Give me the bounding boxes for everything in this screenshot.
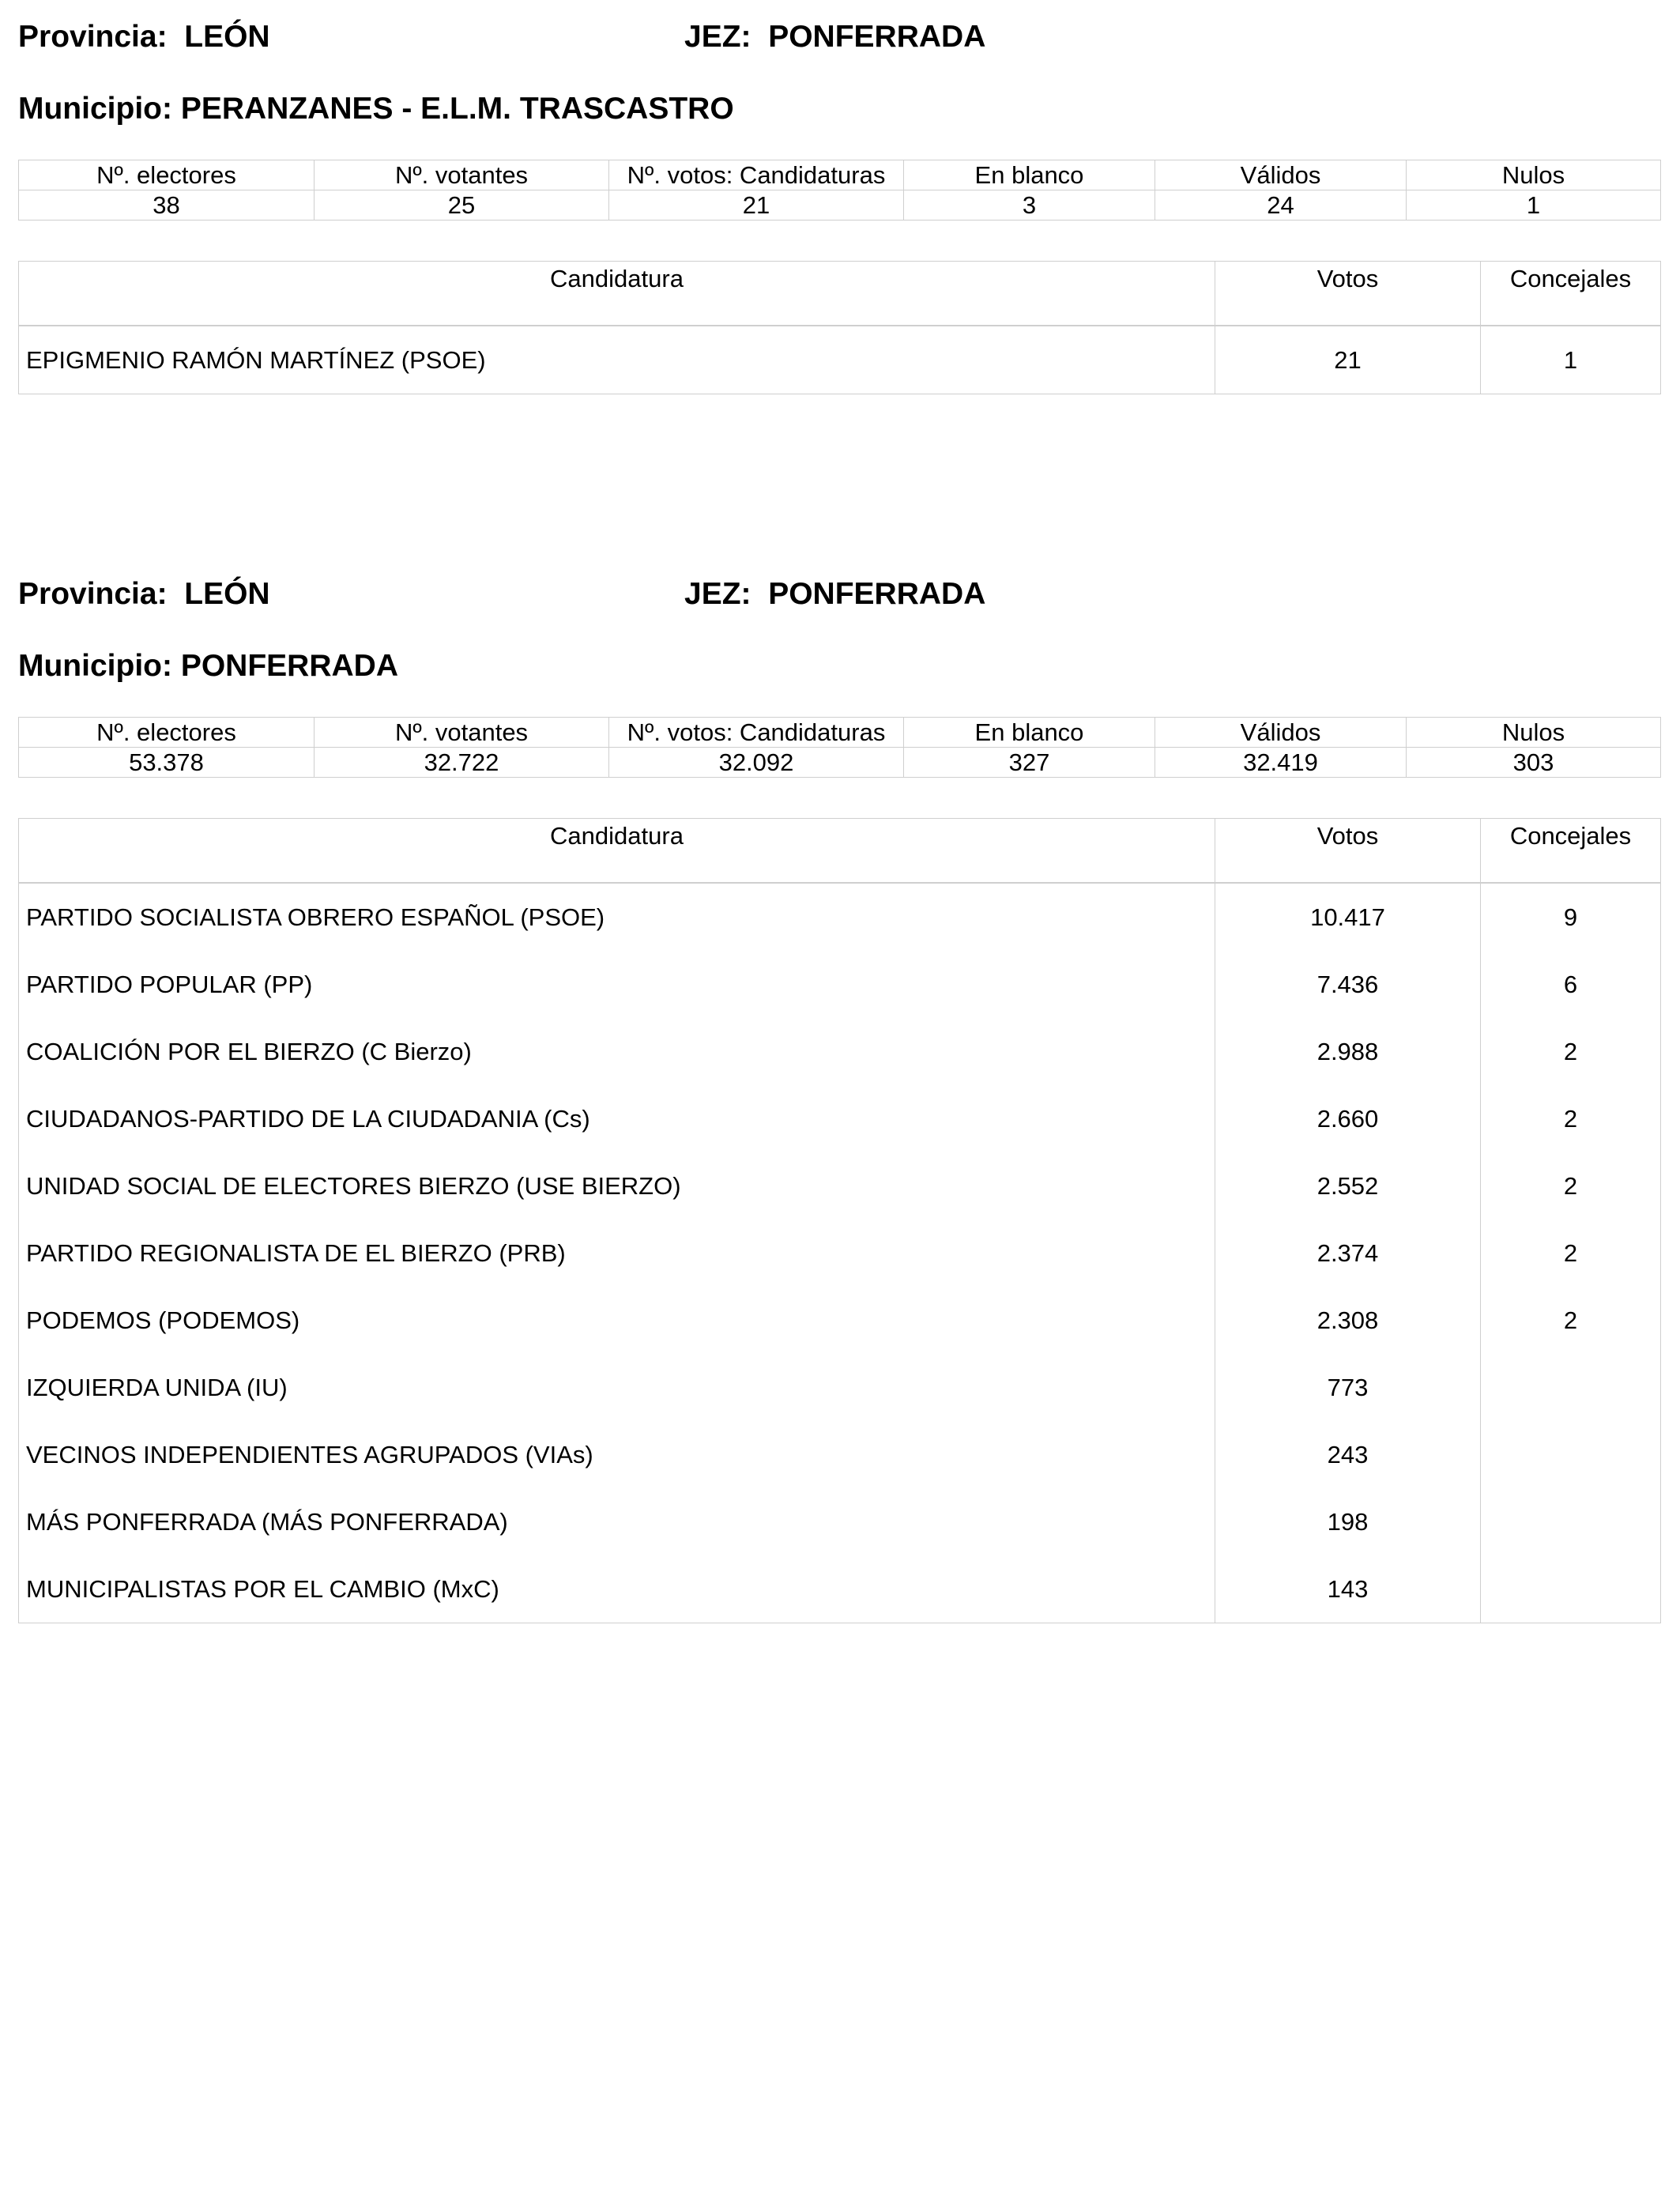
stats-value-cell: 1 <box>1407 190 1661 221</box>
table-row <box>19 1152 1661 1220</box>
column-header-candidatura: Candidatura <box>19 262 1215 326</box>
table-row <box>19 1488 1661 1555</box>
stats-value-cell: 25 <box>315 190 609 221</box>
column-header-votos: Votos <box>1215 262 1481 326</box>
candidates-table <box>18 261 1661 394</box>
candidate-votes: 2.552 <box>1215 1152 1481 1220</box>
candidate-name: IZQUIERDA UNIDA (IU) <box>19 1354 1215 1421</box>
candidate-seats <box>1481 1421 1661 1488</box>
provincia-label: Provincia: <box>18 577 168 611</box>
candidate-votes: 773 <box>1215 1354 1481 1421</box>
candidate-seats: 1 <box>1481 326 1661 394</box>
candidate-seats <box>1481 1488 1661 1555</box>
column-header-votos: Votos <box>1215 819 1481 883</box>
candidate-name: UNIDAD SOCIAL DE ELECTORES BIERZO (USE BIERZO) <box>19 1152 1215 1220</box>
candidate-name: PODEMOS (PODEMOS) <box>19 1287 1215 1354</box>
candidates-table <box>18 818 1661 1623</box>
candidate-votes: 2.660 <box>1215 1085 1481 1152</box>
candidate-seats: 2 <box>1481 1287 1661 1354</box>
candidate-name: MÁS PONFERRADA (MÁS PONFERRADA) <box>19 1488 1215 1555</box>
stats-value-cell: 38 <box>19 190 315 221</box>
candidate-votes: 2.374 <box>1215 1220 1481 1287</box>
candidate-name: MUNICIPALISTAS POR EL CAMBIO (MxC) <box>19 1555 1215 1623</box>
municipio-header <box>18 93 734 124</box>
table-row <box>19 1555 1661 1623</box>
jez-header <box>684 579 985 609</box>
stats-value-row <box>19 748 1661 778</box>
jez-value: PONFERRADA <box>768 577 986 611</box>
column-header-concejales: Concejales <box>1481 819 1661 883</box>
candidate-seats <box>1481 1354 1661 1421</box>
stats-value-row <box>19 190 1661 221</box>
candidate-votes: 243 <box>1215 1421 1481 1488</box>
stats-header-cell: Nº. electores <box>19 718 315 748</box>
table-row <box>19 1421 1661 1488</box>
candidate-seats <box>1481 1555 1661 1623</box>
stats-header-cell: Nº. votos: Candidaturas <box>609 160 904 190</box>
stats-value-cell: 24 <box>1155 190 1407 221</box>
stats-value-cell: 53.378 <box>19 748 315 778</box>
candidate-seats: 9 <box>1481 883 1661 951</box>
table-row <box>19 1287 1661 1354</box>
candidate-name: EPIGMENIO RAMÓN MARTÍNEZ (PSOE) <box>19 326 1215 394</box>
stats-value-cell: 327 <box>904 748 1155 778</box>
stats-header-cell: Nº. votantes <box>315 160 609 190</box>
candidate-votes: 10.417 <box>1215 883 1481 951</box>
table-row <box>19 326 1661 394</box>
candidate-votes: 2.988 <box>1215 1018 1481 1085</box>
municipio-label: Municipio: <box>18 92 172 126</box>
provincia-header <box>18 21 270 52</box>
provincia-label: Provincia: <box>18 20 168 54</box>
jez-value: PONFERRADA <box>768 20 986 54</box>
stats-value-cell: 303 <box>1407 748 1661 778</box>
candidate-seats: 2 <box>1481 1018 1661 1085</box>
candidate-name: PARTIDO POPULAR (PP) <box>19 951 1215 1018</box>
table-row <box>19 1220 1661 1287</box>
candidate-seats: 2 <box>1481 1152 1661 1220</box>
jez-label: JEZ: <box>684 577 751 611</box>
candidate-name: PARTIDO SOCIALISTA OBRERO ESPAÑOL (PSOE) <box>19 883 1215 951</box>
stats-value-cell: 3 <box>904 190 1155 221</box>
municipio-value: PERANZANES - E.L.M. TRASCASTRO <box>180 92 734 126</box>
table-row <box>19 883 1661 951</box>
candidate-votes: 2.308 <box>1215 1287 1481 1354</box>
column-header-concejales: Concejales <box>1481 262 1661 326</box>
stats-header-row <box>19 160 1661 190</box>
stats-header-cell: Válidos <box>1155 718 1407 748</box>
column-header-candidatura: Candidatura <box>19 819 1215 883</box>
candidates-header-row <box>19 262 1661 326</box>
stats-header-cell: Nulos <box>1407 718 1661 748</box>
candidate-votes: 7.436 <box>1215 951 1481 1018</box>
stats-header-cell: Nº. electores <box>19 160 315 190</box>
provincia-value: LEÓN <box>184 577 270 611</box>
provincia-header <box>18 579 270 609</box>
candidate-votes: 143 <box>1215 1555 1481 1623</box>
stats-value-cell: 32.722 <box>315 748 609 778</box>
candidate-name: CIUDADANOS-PARTIDO DE LA CIUDADANIA (Cs) <box>19 1085 1215 1152</box>
table-row <box>19 1354 1661 1421</box>
stats-header-cell: En blanco <box>904 718 1155 748</box>
candidate-votes: 21 <box>1215 326 1481 394</box>
stats-table <box>18 717 1661 778</box>
candidate-votes: 198 <box>1215 1488 1481 1555</box>
jez-header <box>684 21 985 52</box>
municipio-value: PONFERRADA <box>180 649 398 683</box>
stats-header-cell: Válidos <box>1155 160 1407 190</box>
candidate-name: PARTIDO REGIONALISTA DE EL BIERZO (PRB) <box>19 1220 1215 1287</box>
stats-header-cell: Nº. votos: Candidaturas <box>609 718 904 748</box>
table-row <box>19 951 1661 1018</box>
stats-header-cell: Nulos <box>1407 160 1661 190</box>
candidate-seats: 2 <box>1481 1220 1661 1287</box>
jez-label: JEZ: <box>684 20 751 54</box>
candidate-name: COALICIÓN POR EL BIERZO (C Bierzo) <box>19 1018 1215 1085</box>
stats-value-cell: 21 <box>609 190 904 221</box>
candidates-header-row <box>19 819 1661 883</box>
municipio-header <box>18 650 398 681</box>
candidate-name: VECINOS INDEPENDIENTES AGRUPADOS (VIAs) <box>19 1421 1215 1488</box>
provincia-value: LEÓN <box>184 20 270 54</box>
stats-header-cell: Nº. votantes <box>315 718 609 748</box>
stats-value-cell: 32.092 <box>609 748 904 778</box>
table-row <box>19 1085 1661 1152</box>
candidate-seats: 2 <box>1481 1085 1661 1152</box>
candidate-seats: 6 <box>1481 951 1661 1018</box>
municipio-label: Municipio: <box>18 649 172 683</box>
stats-header-cell: En blanco <box>904 160 1155 190</box>
table-row <box>19 1018 1661 1085</box>
stats-value-cell: 32.419 <box>1155 748 1407 778</box>
stats-header-row <box>19 718 1661 748</box>
stats-table <box>18 160 1661 221</box>
